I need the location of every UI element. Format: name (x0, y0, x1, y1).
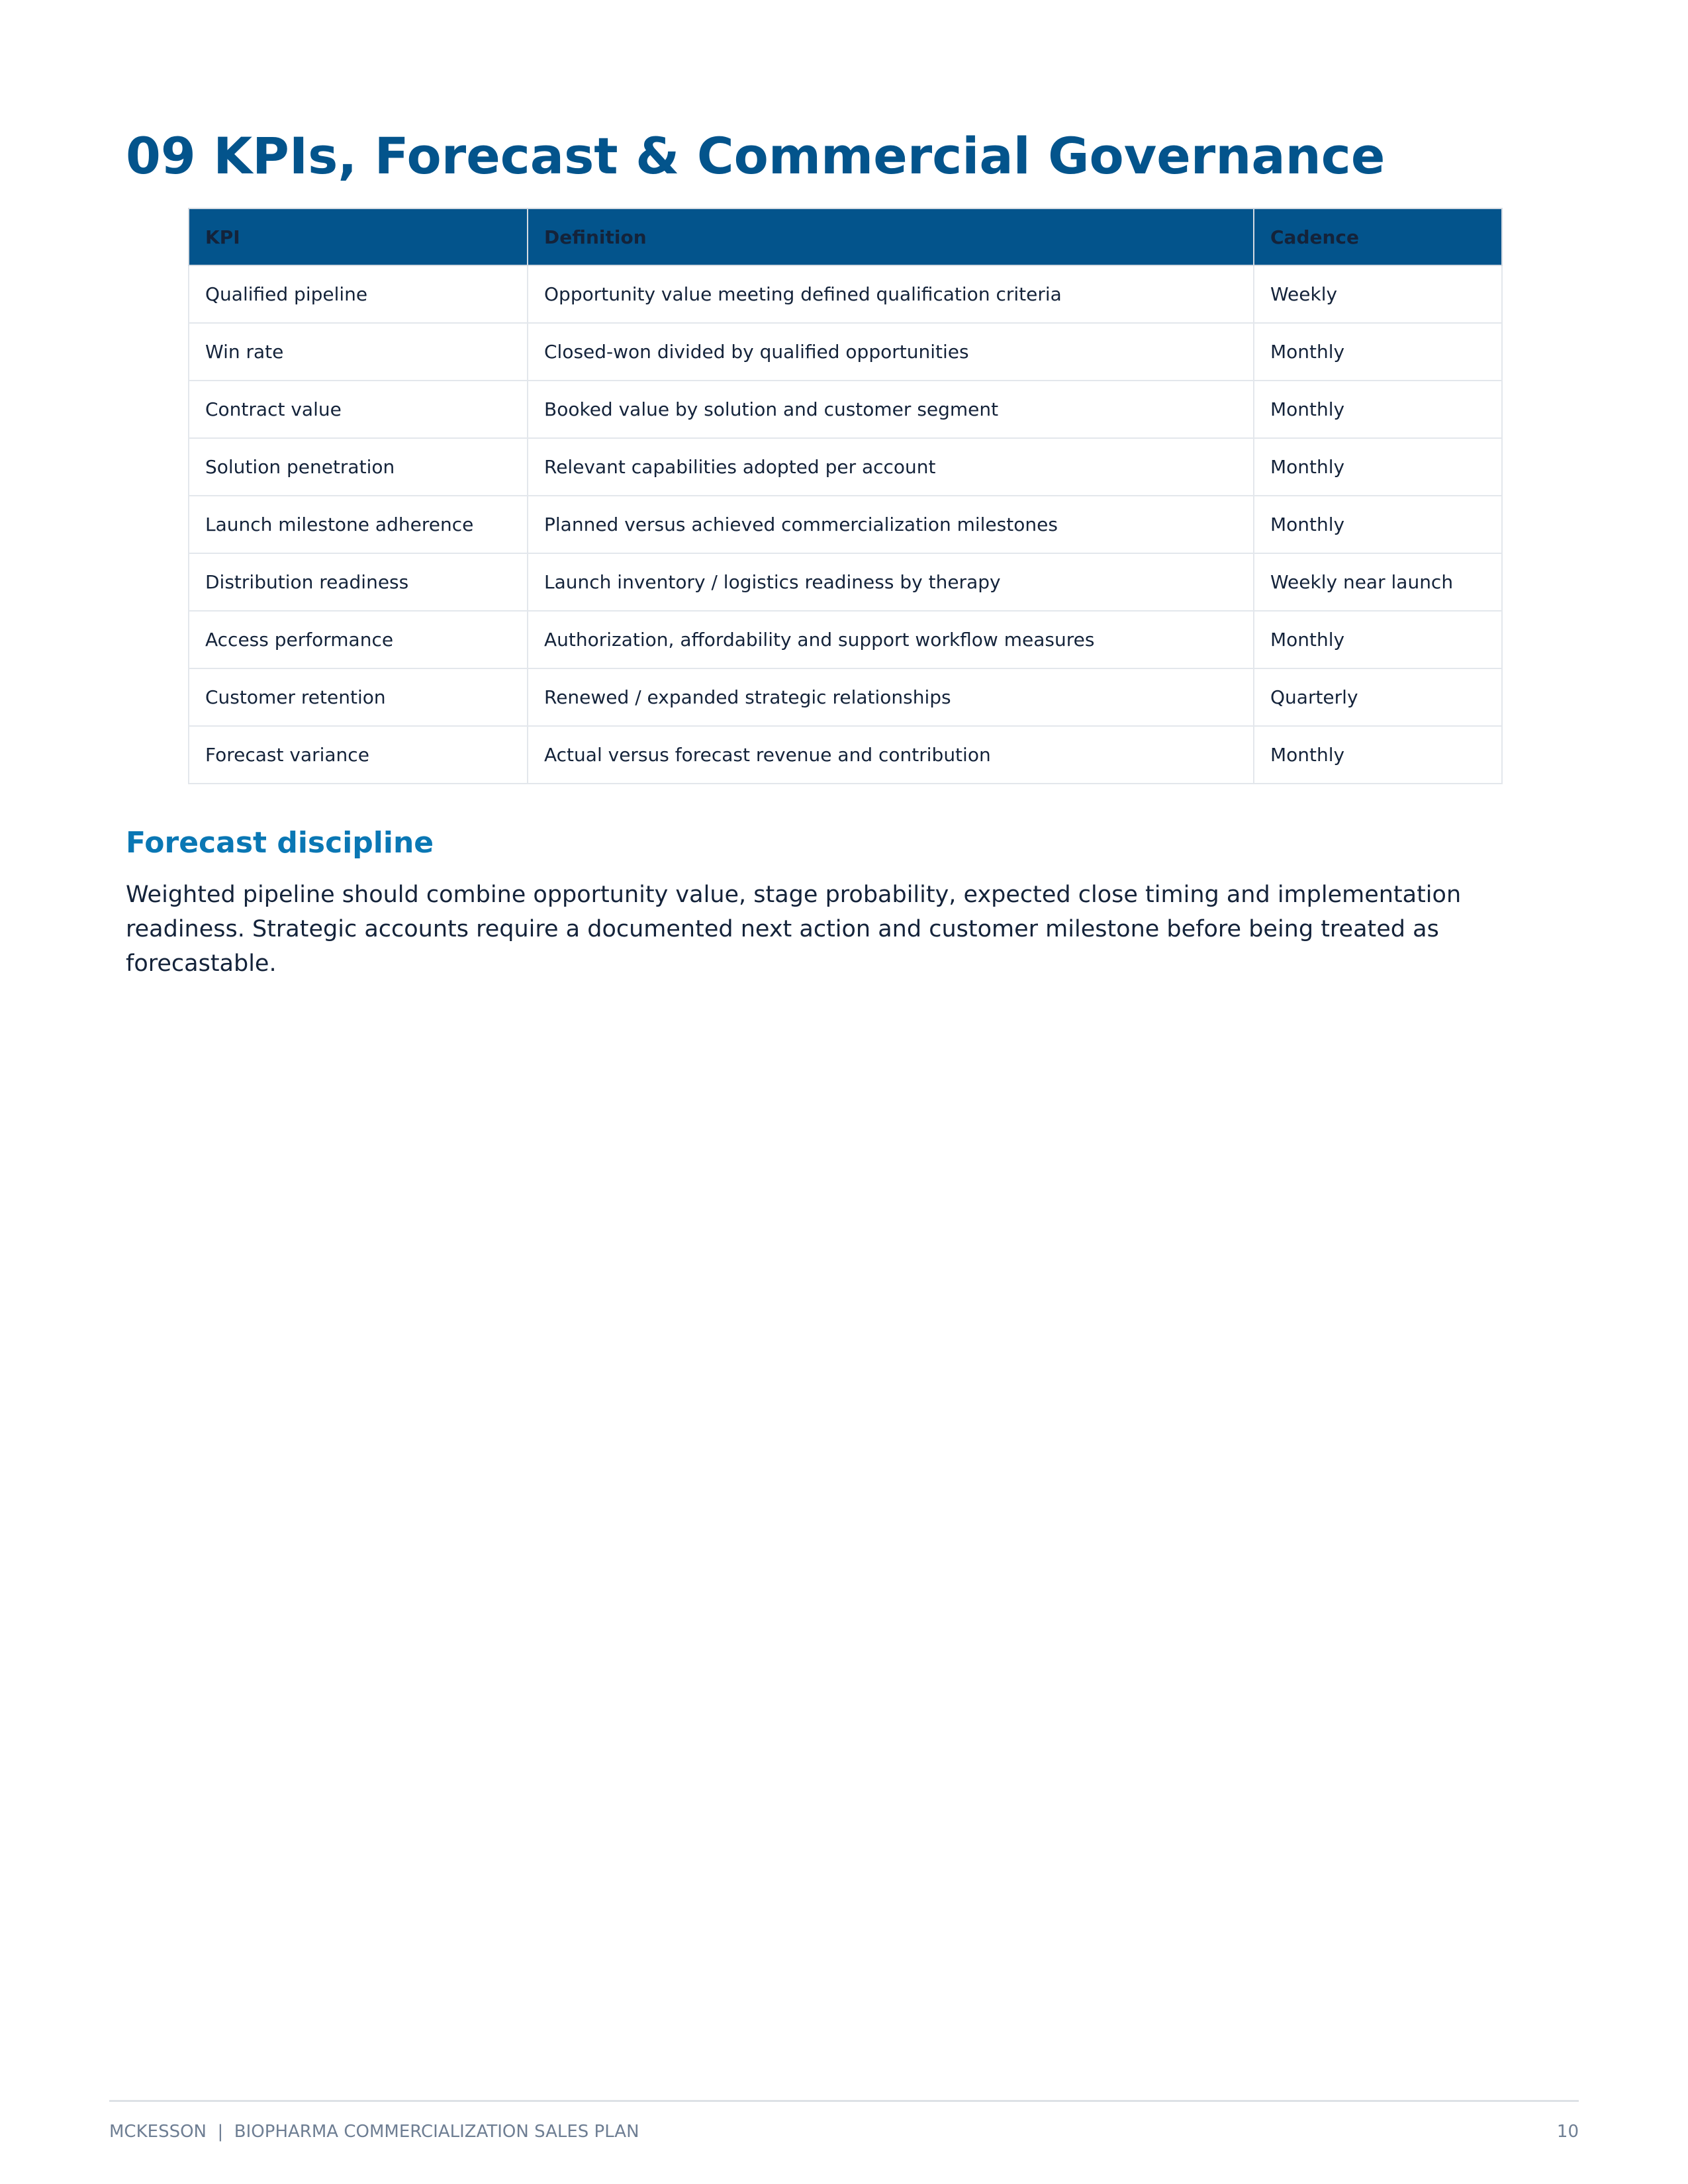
cadence-cell: Monthly (1254, 438, 1502, 496)
kpi-cell: Solution penetration (189, 438, 528, 496)
kpi-cell: Forecast variance (189, 726, 528, 784)
table-row (189, 496, 1502, 553)
definition-cell: Renewed / expanded strategic relationships (528, 668, 1254, 726)
definition-cell: Opportunity value meeting defined qualification criteria (528, 265, 1254, 323)
footer-document-label: MCKESSON | BIOPHARMA COMMERCIALIZATION SALES PLAN (109, 2122, 639, 2142)
kpi-cell: Customer retention (189, 668, 528, 726)
table-row (189, 553, 1502, 611)
kpi-cell: Qualified pipeline (189, 265, 528, 323)
column-header-definition: Definition (528, 208, 1254, 265)
kpi-cell: Contract value (189, 381, 528, 438)
definition-cell: Authorization, affordability and support workflow measures (528, 611, 1254, 668)
cadence-cell: Monthly (1254, 381, 1502, 438)
definition-cell: Booked value by solution and customer segment (528, 381, 1254, 438)
definition-cell: Actual versus forecast revenue and contribution (528, 726, 1254, 784)
table-row (189, 726, 1502, 784)
table-row (189, 438, 1502, 496)
definition-cell: Launch inventory / logistics readiness by therapy (528, 553, 1254, 611)
page-title: 09 KPIs, Forecast & Commercial Governance (126, 126, 1385, 185)
table-header-row (189, 208, 1502, 265)
column-header-cadence: Cadence (1254, 208, 1502, 265)
kpi-cell: Access performance (189, 611, 528, 668)
section-body-forecast-discipline: Weighted pipeline should combine opportunity value, stage probability, expected close timing and implementation readiness. Strategic accounts require a documented next action and customer milestone before being treated as forecastable. (126, 882, 1462, 977)
kpi-cell: Win rate (189, 323, 528, 381)
table-row (189, 381, 1502, 438)
kpi-cell: Distribution readiness (189, 553, 528, 611)
cadence-cell: Monthly (1254, 611, 1502, 668)
section-heading-forecast-discipline: Forecast discipline (126, 826, 434, 860)
table-row (189, 265, 1502, 323)
footer-page-number: 10 (1556, 2122, 1579, 2142)
definition-cell: Planned versus achieved commercialization milestones (528, 496, 1254, 553)
definition-cell: Relevant capabilities adopted per account (528, 438, 1254, 496)
table-row (189, 323, 1502, 381)
definition-cell: Closed-won divided by qualified opportunities (528, 323, 1254, 381)
column-header-kpi: KPI (189, 208, 528, 265)
cadence-cell: Weekly near launch (1254, 553, 1502, 611)
footer-divider (109, 2100, 1579, 2102)
cadence-cell: Monthly (1254, 323, 1502, 381)
cadence-cell: Quarterly (1254, 668, 1502, 726)
kpi-table (188, 208, 1503, 784)
cadence-cell: Monthly (1254, 496, 1502, 553)
kpi-cell: Launch milestone adherence (189, 496, 528, 553)
table-row (189, 611, 1502, 668)
cadence-cell: Weekly (1254, 265, 1502, 323)
cadence-cell: Monthly (1254, 726, 1502, 784)
table-row (189, 668, 1502, 726)
